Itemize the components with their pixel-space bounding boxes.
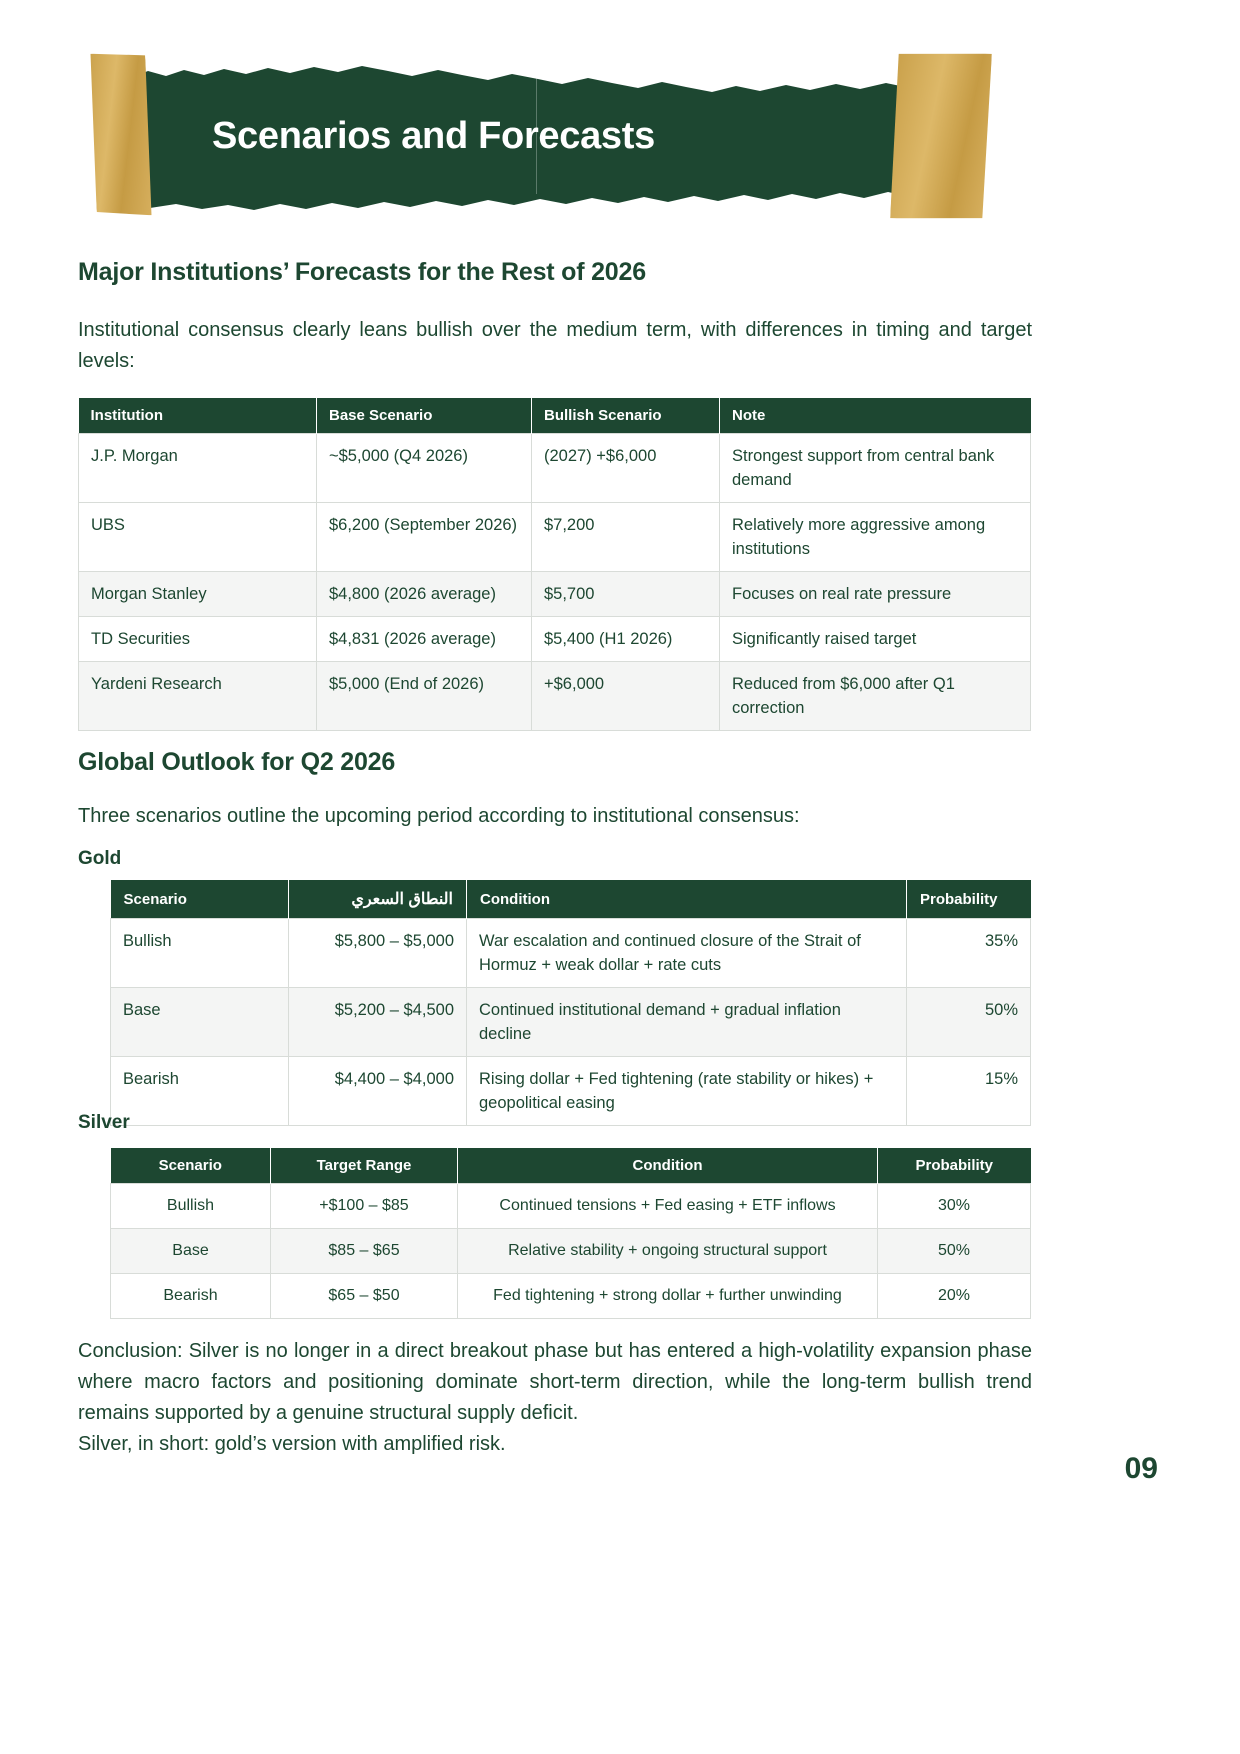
cell-bullish: (2027) +$6,000 bbox=[532, 434, 720, 503]
cell-base: ~$5,000 (Q4 2026) bbox=[317, 434, 532, 503]
cell-bullish: $7,200 bbox=[532, 503, 720, 572]
cell-institution: Morgan Stanley bbox=[79, 572, 317, 617]
table-row bbox=[79, 572, 1031, 617]
column-header-price-range-arabic: النطاق السعري bbox=[289, 880, 467, 919]
column-header-condition: Condition bbox=[467, 880, 907, 919]
tape-left-decoration bbox=[87, 50, 155, 218]
cell-condition: Relative stability + ongoing structural support bbox=[458, 1229, 878, 1274]
cell-institution: Yardeni Research bbox=[79, 662, 317, 731]
table-row bbox=[111, 1229, 1031, 1274]
cell-probability: 20% bbox=[878, 1274, 1031, 1319]
table-header-row bbox=[111, 1148, 1031, 1184]
cell-condition: Fed tightening + strong dollar + further unwinding bbox=[458, 1274, 878, 1319]
conclusion-closing-line: Silver, in short: gold’s version with amplified risk. bbox=[78, 1433, 506, 1455]
table-header-row bbox=[111, 880, 1031, 919]
table-row bbox=[79, 434, 1031, 503]
cell-condition: Continued institutional demand + gradual inflation decline bbox=[467, 988, 907, 1057]
cell-range: $65 – $50 bbox=[271, 1274, 458, 1319]
cell-institution: UBS bbox=[79, 503, 317, 572]
cell-probability: 35% bbox=[907, 919, 1031, 988]
cell-probability: 50% bbox=[907, 988, 1031, 1057]
table-row bbox=[79, 662, 1031, 731]
conclusion-paragraph: Conclusion: Silver is no longer in a direct breakout phase but has entered a high-volatility expansion phase where macro factors and positioning dominate short-term direction, while the long-term bullish trend remains supported by a genuine structural supply deficit. bbox=[78, 1340, 1032, 1424]
cell-scenario: Bullish bbox=[111, 919, 289, 988]
cell-base: $6,200 (September 2026) bbox=[317, 503, 532, 572]
cell-bullish: $5,700 bbox=[532, 572, 720, 617]
cell-range: $5,800 – $5,000 bbox=[289, 919, 467, 988]
cell-condition: Continued tensions + Fed easing + ETF inflows bbox=[458, 1184, 878, 1229]
cell-note: Focuses on real rate pressure bbox=[720, 572, 1031, 617]
column-header-bullish-scenario: Bullish Scenario bbox=[532, 398, 720, 434]
column-header-condition: Condition bbox=[458, 1148, 878, 1184]
page-number: 09 bbox=[1124, 1452, 1158, 1485]
cell-note: Relatively more aggressive among institutions bbox=[720, 503, 1031, 572]
cell-scenario: Base bbox=[111, 988, 289, 1057]
institutions-intro-paragraph: Institutional consensus clearly leans bullish over the medium term, with differences in timing and target levels: bbox=[78, 319, 1032, 372]
column-header-target-range: Target Range bbox=[271, 1148, 458, 1184]
column-header-probability: Probability bbox=[907, 880, 1031, 919]
column-header-note: Note bbox=[720, 398, 1031, 434]
silver-scenarios-table bbox=[110, 1148, 1031, 1319]
cell-probability: 30% bbox=[878, 1184, 1031, 1229]
cell-probability: 50% bbox=[878, 1229, 1031, 1274]
tape-right-decoration bbox=[890, 50, 992, 221]
page-title: Scenarios and Forecasts bbox=[212, 115, 655, 157]
table-row bbox=[111, 988, 1031, 1057]
cell-condition: Rising dollar + Fed tightening (rate stability or hikes) + geopolitical easing bbox=[467, 1057, 907, 1126]
cell-range: $4,400 – $4,000 bbox=[289, 1057, 467, 1126]
institutions-heading: Major Institutions’ Forecasts for the Rest of 2026 bbox=[78, 258, 646, 286]
column-header-institution: Institution bbox=[79, 398, 317, 434]
cell-scenario: Bearish bbox=[111, 1057, 289, 1126]
cell-base: $5,000 (End of 2026) bbox=[317, 662, 532, 731]
cell-range: $5,200 – $4,500 bbox=[289, 988, 467, 1057]
page-header-banner bbox=[0, 0, 1240, 230]
cell-range: $85 – $65 bbox=[271, 1229, 458, 1274]
cell-scenario: Base bbox=[111, 1229, 271, 1274]
outlook-intro-paragraph: Three scenarios outline the upcoming period according to institutional consensus: bbox=[78, 805, 800, 827]
table-row bbox=[111, 1057, 1031, 1126]
table-row bbox=[111, 919, 1031, 988]
column-header-base-scenario: Base Scenario bbox=[317, 398, 532, 434]
cell-bullish: $5,400 (H1 2026) bbox=[532, 617, 720, 662]
cell-note: Reduced from $6,000 after Q1 correction bbox=[720, 662, 1031, 731]
institutions-forecast-table bbox=[78, 398, 1031, 731]
table-row bbox=[111, 1184, 1031, 1229]
cell-note: Significantly raised target bbox=[720, 617, 1031, 662]
cell-base: $4,831 (2026 average) bbox=[317, 617, 532, 662]
gold-subheading: Gold bbox=[78, 848, 122, 869]
cell-base: $4,800 (2026 average) bbox=[317, 572, 532, 617]
cell-bullish: +$6,000 bbox=[532, 662, 720, 731]
table-row bbox=[79, 503, 1031, 572]
column-header-scenario: Scenario bbox=[111, 880, 289, 919]
cell-scenario: Bearish bbox=[111, 1274, 271, 1319]
cell-institution: TD Securities bbox=[79, 617, 317, 662]
column-header-scenario: Scenario bbox=[111, 1148, 271, 1184]
table-header-row bbox=[79, 398, 1031, 434]
cell-institution: J.P. Morgan bbox=[79, 434, 317, 503]
gold-scenarios-table bbox=[110, 880, 1031, 1126]
silver-subheading: Silver bbox=[78, 1112, 130, 1133]
cell-note: Strongest support from central bank demand bbox=[720, 434, 1031, 503]
cell-probability: 15% bbox=[907, 1057, 1031, 1126]
cell-range: +$100 – $85 bbox=[271, 1184, 458, 1229]
outlook-heading: Global Outlook for Q2 2026 bbox=[78, 748, 396, 776]
table-row bbox=[111, 1274, 1031, 1319]
table-row bbox=[79, 617, 1031, 662]
cell-scenario: Bullish bbox=[111, 1184, 271, 1229]
column-header-probability: Probability bbox=[878, 1148, 1031, 1184]
cell-condition: War escalation and continued closure of the Strait of Hormuz + weak dollar + rate cuts bbox=[467, 919, 907, 988]
